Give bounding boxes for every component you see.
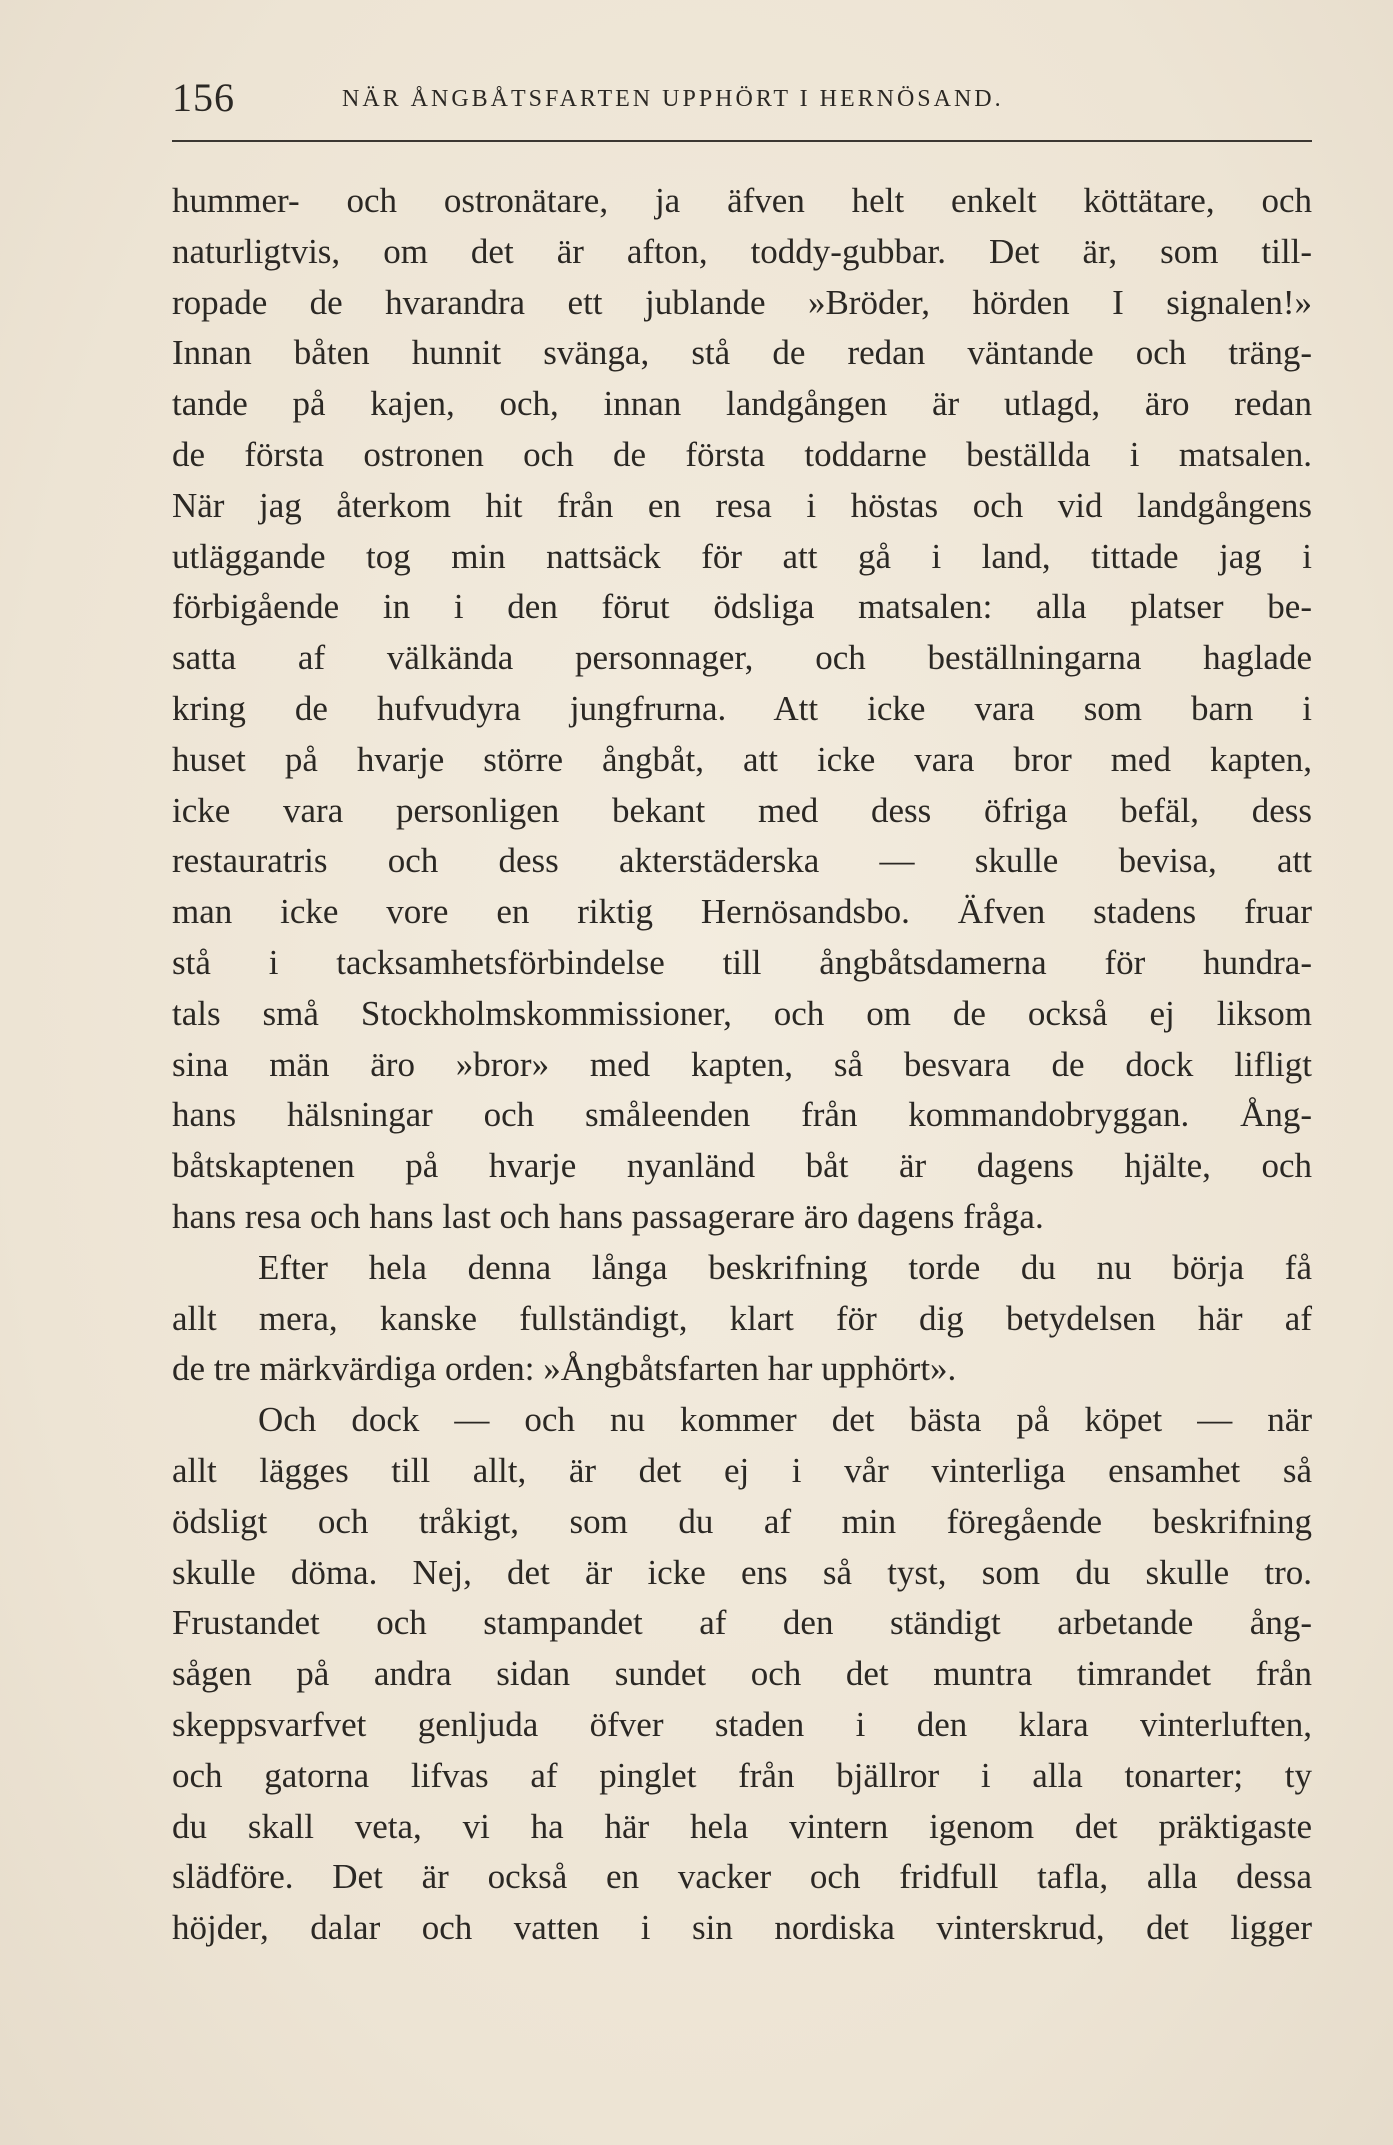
text-line: tals små Stockholmskommissioner, och om de också ej liksom bbox=[172, 993, 1312, 1033]
text-line: man icke vore en riktig Hernösandsbo. Äfven stadens fruar bbox=[172, 892, 1312, 932]
text-line: sina män äro »bror» med kapten, så besvara de dock lifligt bbox=[172, 1044, 1312, 1084]
text-line: hans resa och hans last och hans passagerare äro dagens fråga. bbox=[172, 1196, 1044, 1236]
text-line: allt mera, kanske fullständigt, klart för dig betydelsen här af bbox=[172, 1298, 1312, 1338]
text-line: allt lägges till allt, är det ej i vår vinterliga ensamhet så bbox=[172, 1450, 1312, 1490]
text-line: utläggande tog min nattsäck för att gå i land, tittade jag i bbox=[172, 536, 1312, 576]
header-rule bbox=[172, 140, 1312, 142]
text-line: ropade de hvarandra ett jublande »Bröder, hörden I signalen!» bbox=[172, 282, 1312, 322]
text-line: båtskaptenen på hvarje nyanländ båt är dagens hjälte, och bbox=[172, 1146, 1312, 1186]
text-line: de tre märkvärdiga orden: »Ångbåtsfarten har upphört». bbox=[172, 1349, 957, 1389]
text-line: hummer- och ostronätare, ja äfven helt enkelt köttätare, och bbox=[172, 181, 1312, 220]
text-line: förbigående in i den förut ödsliga matsalen: alla platser be- bbox=[172, 587, 1312, 627]
text-line: hans hälsningar och småleenden från kommandobryggan. Ång- bbox=[172, 1095, 1312, 1135]
text-line: restauratris och dess akterstäderska — skulle bevisa, att bbox=[172, 841, 1312, 881]
running-title: NÄR ÅNGBÅTSFARTEN UPPHÖRT I HERNÖSAND. bbox=[342, 86, 1004, 112]
text-line: Innan båten hunnit svänga, stå de redan väntande och träng- bbox=[172, 333, 1312, 373]
text-line: slädföre. Det är också en vacker och fridfull tafla, alla dessa bbox=[172, 1857, 1312, 1897]
text-line: skeppsvarfvet genljuda öfver staden i den klara vinterluften, bbox=[172, 1704, 1312, 1744]
text-line: skulle döma. Nej, det är icke ens så tyst, som du skulle tro. bbox=[172, 1552, 1312, 1592]
text-line: och gatorna lifvas af pinglet från bjällror i alla tonarter; ty bbox=[172, 1755, 1312, 1795]
text-line: icke vara personligen bekant med dess öfriga befäl, dess bbox=[172, 790, 1312, 830]
page-header bbox=[172, 74, 1312, 124]
text-line: huset på hvarje större ångbåt, att icke vara bror med kapten, bbox=[172, 739, 1312, 779]
text-line: stå i tacksamhetsförbindelse till ångbåtsdamerna för hundra- bbox=[172, 942, 1312, 982]
text-line: Efter hela denna långa beskrifning torde du nu börja få bbox=[258, 1247, 1312, 1287]
text-line: kring de hufvudyra jungfrurna. Att icke vara som barn i bbox=[172, 688, 1312, 728]
text-line: ödsligt och tråkigt, som du af min föregående beskrifning bbox=[172, 1501, 1312, 1541]
text-line: När jag återkom hit från en resa i höstas och vid landgångens bbox=[172, 485, 1312, 525]
text-line: höjder, dalar och vatten i sin nordiska vinterskrud, det ligger bbox=[172, 1908, 1312, 1948]
text-line: du skall veta, vi ha här hela vintern igenom det präktigaste bbox=[172, 1806, 1312, 1846]
text-line: satta af välkända personnager, och beställningarna haglade bbox=[172, 638, 1312, 678]
text-line: de första ostronen och de första toddarne beställda i matsalen. bbox=[172, 434, 1312, 474]
text-line: Frustandet och stampandet af den ständigt arbetande ång- bbox=[172, 1603, 1312, 1643]
text-line: tande på kajen, och, innan landgången är utlagd, äro redan bbox=[172, 384, 1312, 424]
text-line: naturligtvis, om det är afton, toddy-gubbar. Det är, som till- bbox=[172, 231, 1312, 271]
text-line: Och dock — och nu kommer det bästa på köpet — när bbox=[258, 1400, 1312, 1440]
text-line: sågen på andra sidan sundet och det muntra timrandet från bbox=[172, 1654, 1312, 1694]
page-number: 156 bbox=[172, 75, 235, 120]
body-text bbox=[172, 176, 1312, 1954]
